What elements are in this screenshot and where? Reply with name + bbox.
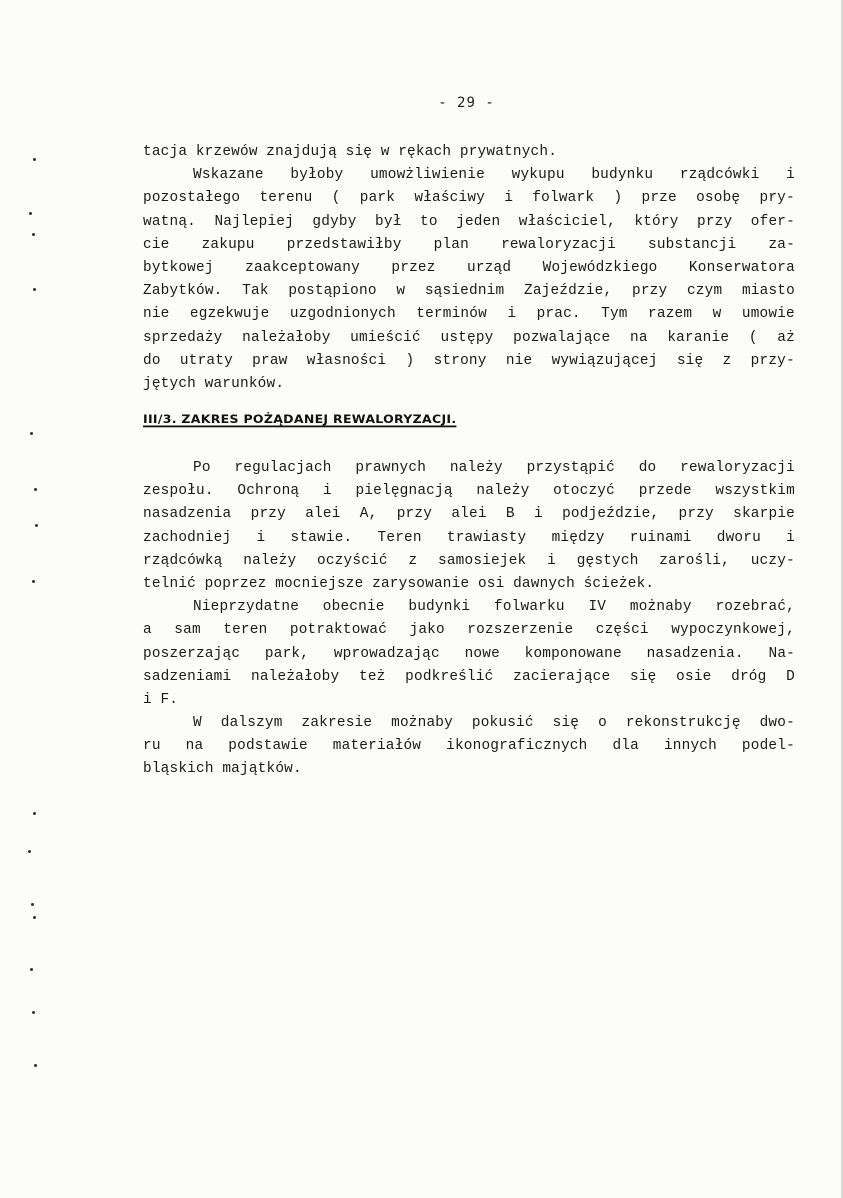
- word: i: [786, 529, 795, 546]
- text-line: [143, 141, 795, 164]
- section-heading: III/3. ZAKRES POŻĄDANEJ REWALORYZACJI.: [143, 412, 457, 426]
- word: terenu: [259, 190, 313, 207]
- text-line: [143, 666, 795, 689]
- word: wprowadzając: [333, 645, 440, 662]
- word: na: [630, 329, 648, 346]
- word: Teren: [377, 529, 422, 546]
- scan-speck: [32, 1011, 35, 1014]
- word: w: [396, 283, 406, 300]
- word: zachodniej: [143, 529, 232, 546]
- word: wszystkim: [715, 483, 795, 500]
- text-block-upper: [143, 141, 795, 396]
- word: dla: [612, 738, 639, 755]
- word: A,: [359, 506, 378, 523]
- text-line: [143, 187, 795, 210]
- word: wypoczynkowej,: [671, 622, 795, 639]
- text-line: [143, 457, 795, 480]
- word: należy: [476, 483, 530, 500]
- page-number: - 29 -: [438, 95, 495, 111]
- word: utraty: [179, 352, 233, 369]
- word: skarpie: [733, 506, 795, 523]
- word: Po: [193, 460, 211, 476]
- word: Najlepiej: [214, 213, 294, 230]
- word: IV: [588, 599, 607, 616]
- word: dróg: [731, 668, 767, 685]
- word: rozebrać,: [715, 599, 795, 616]
- text-line: [143, 350, 795, 373]
- word: pokusić: [471, 715, 534, 732]
- word: rozszerzenie: [467, 622, 574, 639]
- word: bytkowej: [143, 259, 214, 276]
- word: potraktować: [289, 622, 388, 639]
- word: przystąpić: [526, 460, 615, 476]
- word: należy: [449, 460, 503, 476]
- word: między: [551, 529, 605, 546]
- text-line: [143, 303, 795, 326]
- word: zakupu: [201, 236, 255, 253]
- word: przez: [391, 259, 436, 276]
- word: podel-: [741, 738, 795, 755]
- word: obecnie: [322, 599, 385, 616]
- word: dawnych: [513, 575, 575, 592]
- word: tacja: [143, 144, 188, 160]
- word: rządcówką: [143, 552, 223, 569]
- scan-speck: [34, 1064, 37, 1067]
- scan-speck: [32, 233, 35, 236]
- word: folwarku: [494, 599, 565, 616]
- word: o: [598, 715, 607, 732]
- word: przy: [697, 213, 733, 230]
- word: substancji: [648, 236, 737, 253]
- scan-speck: [30, 968, 33, 971]
- word: na: [185, 738, 204, 755]
- word: zaakceptowany: [245, 259, 360, 276]
- word: nie: [505, 352, 533, 369]
- text-line: [143, 758, 795, 781]
- word: i: [504, 190, 514, 207]
- word: prac.: [536, 306, 581, 323]
- word: miasto: [741, 283, 795, 300]
- word: dalszym: [220, 715, 283, 732]
- word: stawie.: [290, 529, 353, 546]
- word: rewaloryzacji: [680, 460, 795, 476]
- word: się: [345, 144, 373, 160]
- word: był: [375, 213, 402, 230]
- word: osie: [676, 668, 712, 685]
- word: uzgodnionych: [289, 306, 396, 323]
- word: Konserwatora: [688, 259, 795, 276]
- scan-speck: [31, 903, 34, 906]
- word: uczy-: [750, 552, 795, 569]
- word: możnaby: [391, 715, 453, 732]
- text-line: [143, 211, 795, 234]
- word: osobę: [696, 190, 741, 207]
- word: bląskich: [143, 761, 214, 778]
- text-line: [143, 735, 795, 758]
- word: ): [613, 190, 623, 207]
- word: Wojewódzkiego: [542, 259, 658, 276]
- word: możnaby: [629, 599, 692, 616]
- word: jeden: [456, 213, 501, 230]
- word: rządcówki: [679, 167, 760, 184]
- word: D: [786, 668, 795, 685]
- word: przy: [678, 506, 714, 523]
- text-line: [143, 164, 795, 187]
- word: i: [547, 552, 556, 569]
- word: z: [408, 552, 418, 569]
- word: umieścić: [350, 329, 421, 346]
- word: przy-: [750, 352, 795, 369]
- word: jętych: [143, 375, 197, 392]
- word: urząd: [467, 259, 512, 276]
- word: cie: [143, 236, 170, 253]
- word: do: [638, 460, 657, 476]
- scan-speck: [29, 212, 32, 215]
- word: dworu: [716, 529, 761, 546]
- word: i: [322, 483, 332, 500]
- word: wywiązującej: [551, 352, 658, 369]
- word: przy: [396, 506, 433, 523]
- word: i: [143, 691, 152, 708]
- text-block-lower: [143, 457, 795, 782]
- word: ustępy: [440, 329, 494, 346]
- word: mocniejsze: [275, 575, 364, 592]
- word: F.: [160, 691, 179, 708]
- word: prywatnych.: [459, 144, 558, 160]
- word: się: [552, 715, 580, 732]
- word: teren: [223, 622, 268, 639]
- word: Tak: [242, 283, 269, 300]
- word: części: [595, 622, 649, 639]
- word: rewaloryzacji: [501, 236, 616, 253]
- word: poprzez: [204, 575, 267, 592]
- word: innych: [663, 738, 717, 755]
- word: podjeździe,: [562, 506, 660, 523]
- word: dwo-: [759, 715, 795, 732]
- word: terminów: [416, 306, 487, 323]
- word: karanie: [667, 329, 730, 346]
- word: właściciel,: [518, 213, 616, 230]
- word: pozostałego: [143, 190, 241, 207]
- word: gdyby: [312, 213, 357, 230]
- scan-speck: [30, 432, 33, 435]
- text-line: [143, 327, 795, 350]
- word: prawnych: [355, 460, 427, 476]
- word: znajdują: [266, 144, 337, 160]
- word: osi: [477, 575, 505, 592]
- word: zespołu.: [143, 483, 214, 500]
- word: egzekwuje: [189, 306, 270, 323]
- word: regulacjach: [234, 460, 332, 476]
- word: umowżliwienie: [370, 167, 485, 184]
- scan-speck: [35, 524, 38, 527]
- word: za-: [768, 236, 795, 253]
- word: W: [193, 715, 202, 732]
- word: plan: [433, 236, 469, 253]
- word: z: [722, 352, 732, 369]
- word: rękach: [398, 144, 452, 160]
- word: Na-: [768, 645, 795, 662]
- word: oczyścić: [317, 552, 388, 569]
- word: przy: [631, 283, 668, 300]
- text-line: [143, 234, 795, 257]
- word: (: [331, 190, 341, 207]
- text-line: [143, 596, 795, 619]
- word: się: [676, 352, 704, 369]
- text-line: [143, 689, 795, 712]
- word: ikonograficznych: [446, 738, 588, 755]
- word: sąsiednim: [424, 283, 505, 300]
- word: otoczyć: [553, 483, 615, 500]
- word: właściwy: [414, 190, 486, 207]
- word: ru: [143, 738, 161, 755]
- scan-speck: [33, 158, 36, 161]
- word: przy: [250, 506, 286, 523]
- text-line: [143, 257, 795, 280]
- word: pry-: [759, 190, 795, 207]
- word: Ochroną: [237, 483, 300, 500]
- word: czym: [686, 283, 723, 300]
- word: aż: [777, 329, 795, 346]
- scan-speck: [33, 916, 36, 919]
- word: pozwalające: [513, 329, 611, 346]
- text-line: [143, 550, 795, 573]
- word: przedstawiłby: [286, 236, 402, 253]
- word: w: [380, 144, 390, 160]
- word: razem: [648, 306, 693, 323]
- word: i: [507, 306, 517, 323]
- word: w: [712, 306, 722, 323]
- word: majątków.: [222, 761, 302, 778]
- word: nasadzenia: [143, 506, 232, 523]
- word: podstawie: [228, 738, 308, 755]
- word: warunków.: [204, 375, 285, 392]
- word: do: [143, 352, 161, 369]
- word: sadzeniami: [143, 668, 232, 685]
- word: nowe: [464, 645, 500, 662]
- text-line: [143, 619, 795, 642]
- word: należałoby: [242, 329, 331, 346]
- scan-speck: [33, 288, 36, 291]
- word: ścieżek.: [583, 575, 655, 592]
- word: należałoby: [251, 668, 340, 685]
- scan-speck: [28, 850, 31, 853]
- scan-speck: [34, 488, 37, 491]
- word: byłoby: [290, 167, 344, 184]
- word: zarysowanie: [372, 575, 470, 592]
- text-line: [143, 503, 795, 526]
- word: ruinami: [629, 529, 692, 546]
- word: watną.: [143, 213, 197, 230]
- word: należy: [243, 552, 297, 569]
- word: postąpiono: [288, 283, 377, 300]
- word: wykupu: [511, 167, 565, 184]
- word: B: [505, 506, 515, 523]
- word: sam: [174, 622, 201, 639]
- word: krzewów: [195, 144, 258, 160]
- word: alei: [451, 506, 487, 523]
- word: ofer-: [750, 213, 795, 230]
- word: budynku: [591, 167, 654, 184]
- word: materiałów: [332, 738, 422, 755]
- word: a: [143, 622, 152, 639]
- text-line: [143, 573, 795, 596]
- scan-speck: [32, 580, 35, 583]
- word: i: [256, 529, 266, 546]
- word: Nieprzydatne: [193, 599, 300, 616]
- word: nasadzenia.: [646, 645, 744, 662]
- word: telnić: [143, 575, 197, 592]
- word: nie: [143, 306, 170, 323]
- scan-speck: [33, 812, 36, 815]
- word: to: [420, 213, 438, 230]
- word: praw: [252, 352, 288, 369]
- word: który: [634, 213, 679, 230]
- word: zacierające: [513, 668, 611, 685]
- word: zarośli,: [659, 552, 730, 569]
- text-line: [143, 643, 795, 666]
- word: park,: [264, 645, 310, 662]
- text-line: [143, 712, 795, 735]
- word: się: [630, 668, 657, 685]
- word: i: [534, 506, 543, 523]
- word: gęstych: [576, 552, 639, 569]
- word: zakresie: [301, 715, 373, 732]
- word: park: [359, 190, 396, 207]
- word: pielęgnacją: [355, 483, 453, 500]
- word: podkreślić: [405, 668, 494, 685]
- word: i: [786, 167, 795, 184]
- word: przede: [638, 483, 692, 500]
- word: poszerzając: [143, 645, 241, 662]
- word: sprzedaży: [143, 329, 223, 346]
- word: folwark: [532, 190, 595, 207]
- word: komponowane: [524, 645, 622, 662]
- text-line: [143, 480, 795, 503]
- word: rekonstrukcję: [625, 715, 741, 732]
- word: prze: [641, 190, 677, 207]
- text-line: [143, 280, 795, 303]
- word: ): [405, 352, 415, 369]
- word: umowie: [741, 306, 795, 323]
- text-line: [143, 373, 795, 396]
- word: też: [359, 668, 386, 685]
- word: Zabytków.: [143, 283, 223, 300]
- word: Zajeździe,: [523, 283, 613, 300]
- word: strony: [433, 352, 487, 369]
- text-line: [143, 527, 795, 550]
- word: samosiejek: [438, 552, 527, 569]
- word: (: [748, 329, 758, 346]
- word: własności: [306, 352, 387, 369]
- word: trawiasty: [446, 529, 527, 546]
- word: Tym: [601, 306, 628, 323]
- word: jako: [409, 622, 445, 639]
- word: budynki: [408, 599, 471, 616]
- word: Wskazane: [193, 167, 264, 184]
- word: alei: [305, 506, 341, 523]
